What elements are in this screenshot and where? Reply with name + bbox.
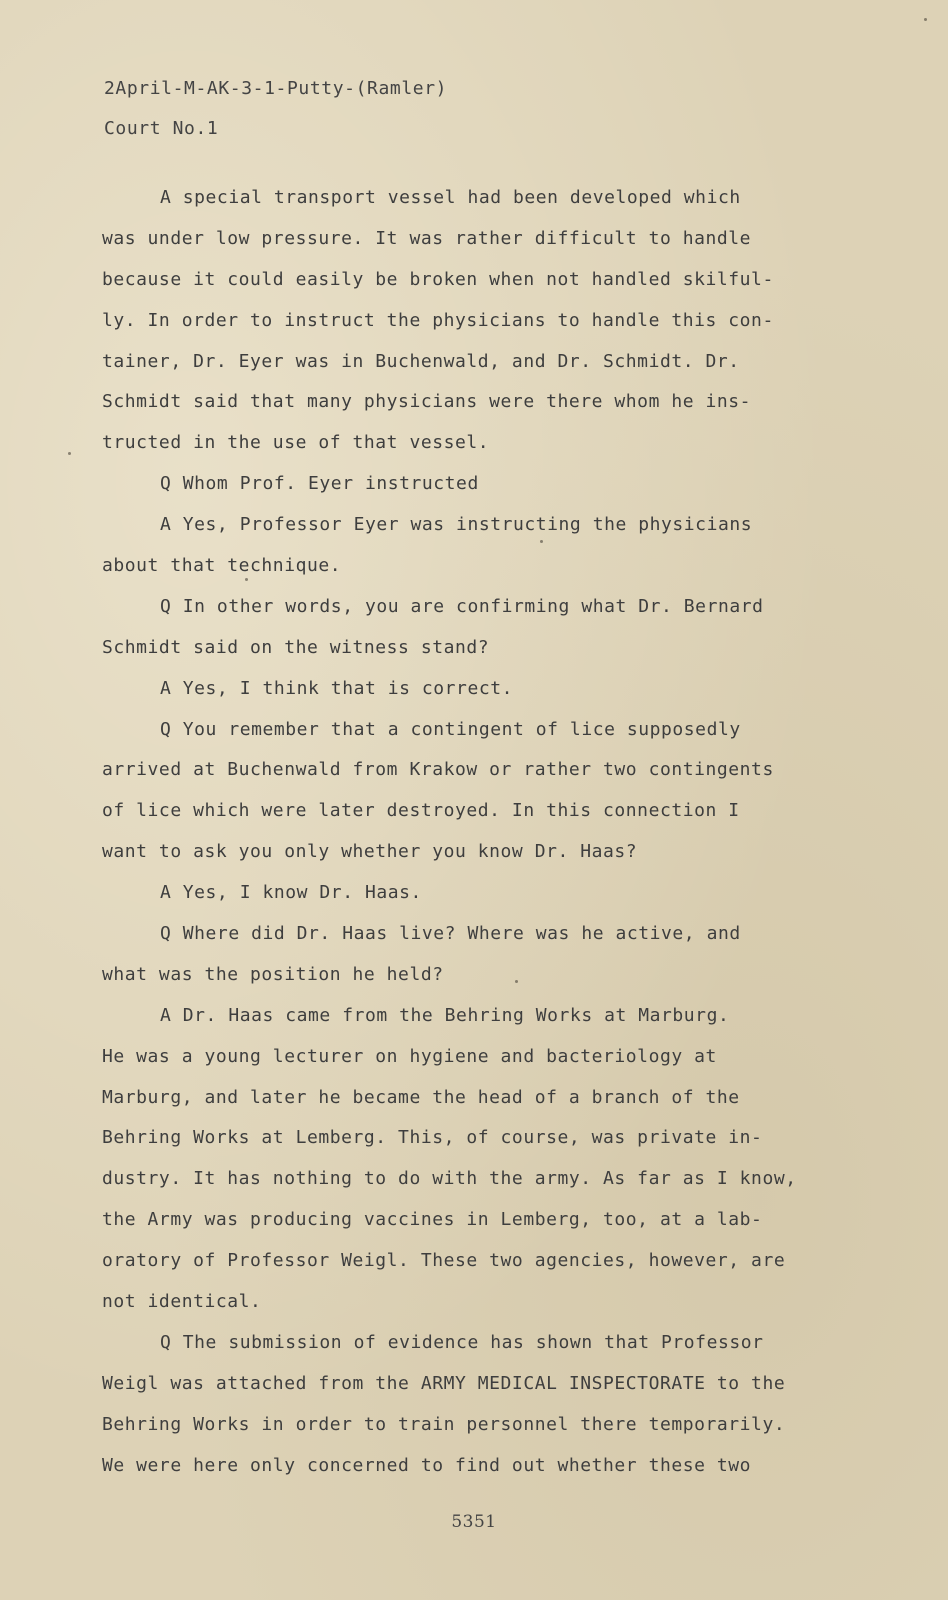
paper-speck	[924, 18, 927, 21]
transcript-line: Marburg, and later he became the head of a branch of the	[102, 1086, 740, 1108]
transcript-line: Q Whom Prof. Eyer instructed	[160, 473, 479, 495]
transcript-line: tructed in the use of that vessel.	[102, 432, 490, 454]
transcript-line: Schmidt said on the witness stand?	[102, 636, 490, 658]
transcript-line: the Army was producing vaccines in Lemberg, too, at a lab-	[102, 1209, 763, 1231]
transcript-line: Schmidt said that many physicians were there whom he ins-	[102, 391, 752, 413]
paper-speck	[540, 540, 543, 543]
document-reference: 2April-M-AK-3-1-Putty-(Ramler)	[104, 78, 448, 99]
transcript-line: was under low pressure. It was rather difficult to handle	[102, 227, 752, 249]
transcript-line: Weigl was attached from the ARMY MEDICAL INSPECTORATE to the	[102, 1372, 786, 1394]
transcript-line: because it could easily be broken when not handled skilful-	[102, 268, 774, 290]
transcript-line: arrived at Buchenwald from Krakow or rather two contingents	[102, 759, 774, 781]
transcript-line: Behring Works in order to train personnel there temporarily.	[102, 1413, 786, 1435]
page-number: 5351	[451, 1512, 497, 1532]
transcript-line: dustry. It has nothing to do with the army. As far as I know,	[102, 1168, 797, 1190]
transcript-line: A Yes, Professor Eyer was instructing the physicians	[160, 514, 753, 536]
paper-speck	[68, 452, 71, 455]
paper-speck	[515, 980, 518, 983]
transcript-line: A Dr. Haas came from the Behring Works at Marburg.	[160, 1004, 730, 1026]
court-label: Court No.1	[104, 118, 219, 139]
transcript-line: We were here only concerned to find out whether these two	[102, 1454, 752, 1476]
transcript-line: oratory of Professor Weigl. These two agencies, however, are	[102, 1250, 786, 1272]
transcript-line: He was a young lecturer on hygiene and bacteriology at	[102, 1045, 717, 1067]
transcript-line: Behring Works at Lemberg. This, of course, was private in-	[102, 1127, 763, 1149]
transcript-line: want to ask you only whether you know Dr. Haas?	[102, 841, 638, 863]
paper-speck	[245, 578, 248, 581]
transcript-line: A Yes, I think that is correct.	[160, 677, 513, 699]
transcript-line: ly. In order to instruct the physicians to handle this con-	[102, 309, 774, 331]
transcript-line: Q The submission of evidence has shown that Professor	[160, 1331, 764, 1353]
transcript-line: Q In other words, you are confirming what Dr. Bernard	[160, 595, 764, 617]
transcript-line: A special transport vessel had been developed which	[160, 187, 741, 208]
transcript-line: A Yes, I know Dr. Haas.	[160, 882, 422, 904]
transcript-line: of lice which were later destroyed. In this connection I	[102, 800, 740, 822]
transcript-line: what was the position he held?	[102, 963, 444, 985]
transcript-line: not identical.	[102, 1291, 262, 1313]
transcript-body	[102, 178, 842, 1487]
transcript-line: Q Where did Dr. Haas live? Where was he active, and	[160, 923, 741, 945]
transcript-line: Q You remember that a contingent of lice supposedly	[160, 718, 741, 740]
transcript-line: about that technique.	[102, 555, 342, 577]
transcript-line: tainer, Dr. Eyer was in Buchenwald, and Dr. Schmidt. Dr.	[102, 350, 740, 372]
